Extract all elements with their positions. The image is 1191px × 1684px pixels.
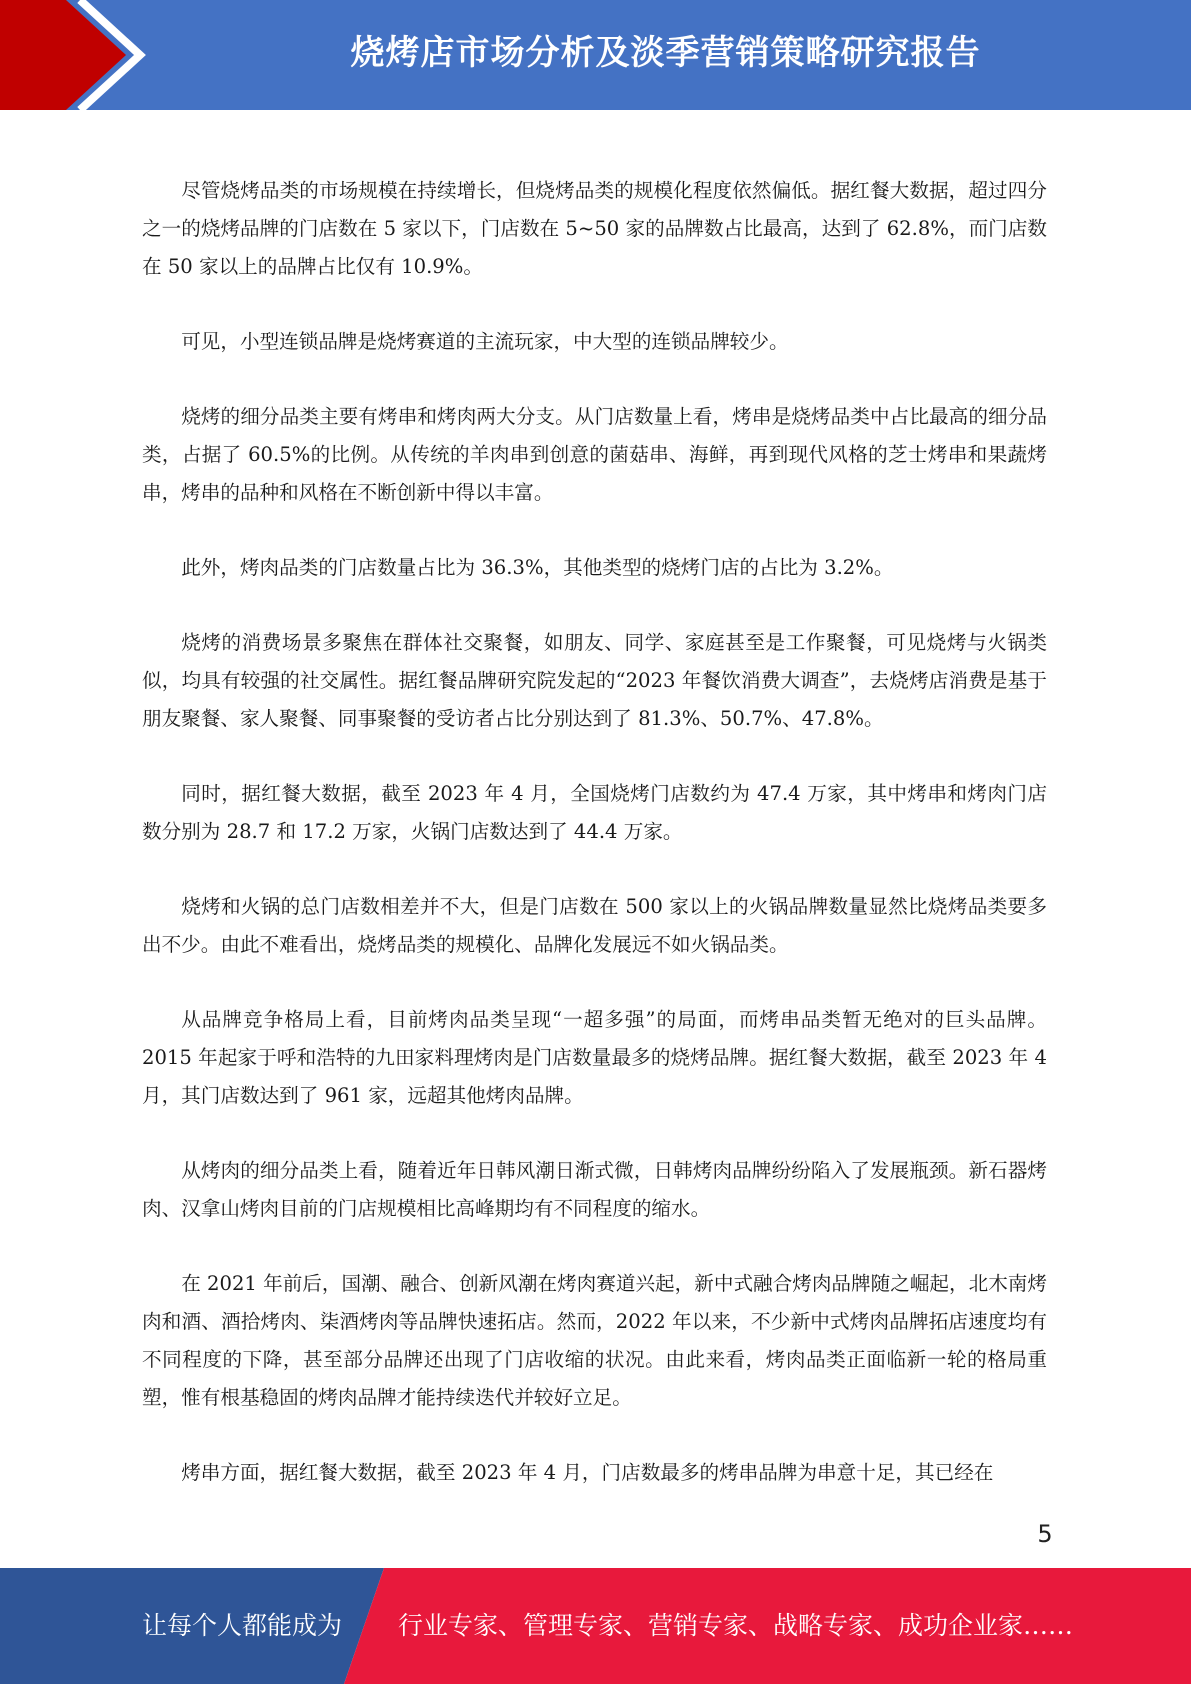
page-number: 5 [1037,1520,1053,1548]
paragraph: 烧烤的细分品类主要有烤串和烤肉两大分支。从门店数量上看，烤串是烧烤品类中占比最高的细分品类，占据了 60.5%的比例。从传统的羊肉串到创意的菌菇串、海鲜，再到现代风格的芝士烤串和果蔬烤串，烤串的品种和风格在不断创新中得以丰富。 [142,405,1047,504]
report-body [142,172,1047,1529]
paragraph: 烤串方面，据红餐大数据，截至 2023 年 4 月，门店数最多的烤串品牌为串意十足，其已经在 [181,1461,994,1484]
footer-band [0,1568,1191,1684]
footer-slogan-left: 让每个人都能成为 [142,1611,343,1640]
paragraph: 从品牌竞争格局上看，目前烤肉品类呈现“一超多强”的局面，而烤串品类暂无绝对的巨头品牌。2015 年起家于呼和浩特的九田家料理烤肉是门店数量最多的烧烤品牌。据红餐大数据，截至 2023 年 4 月，其门店数达到了 961 家，远超其他烤肉品牌。 [142,1008,1047,1107]
report-title: 烧烤店市场分析及淡季营销策略研究报告 [350,33,981,73]
footer-slogan-right: 行业专家、管理专家、营销专家、战略专家、成功企业家…… [398,1611,1074,1640]
paragraph: 尽管烧烤品类的市场规模在持续增长，但烧烤品类的规模化程度依然偏低。据红餐大数据，超过四分之一的烧烤品牌的门店数在 5 家以下，门店数在 5~50 家的品牌数占比最高，达到了 62.8%，而门店数在 50 家以上的品牌占比仅有 10.9%。 [142,179,1047,278]
paragraph: 在 2021 年前后，国潮、融合、创新风潮在烤肉赛道兴起，新中式融合烤肉品牌随之崛起，北木南烤肉和酒、酒拾烤肉、柒酒烤肉等品牌快速拓店。然而，2022 年以来，不少新中式烤肉品牌拓店速度均有不同程度的下降，甚至部分品牌还出现了门店收缩的状况。由此来看，烤肉品类正面临新一轮的格局重塑，惟有根基稳固的烤肉品牌才能持续迭代并较好立足。 [142,1272,1047,1409]
paragraph: 烧烤和火锅的总门店数相差并不大，但是门店数在 500 家以上的火锅品牌数量显然比烧烤品类要多出不少。由此不难看出，烧烤品类的规模化、品牌化发展远不如火锅品类。 [142,895,1047,956]
paragraph: 同时，据红餐大数据，截至 2023 年 4 月，全国烧烤门店数约为 47.4 万家，其中烤串和烤肉门店数分别为 28.7 和 17.2 万家，火锅门店数达到了 44.4 万家。 [142,782,1047,843]
paragraph: 从烤肉的细分品类上看，随着近年日韩风潮日渐式微，日韩烤肉品牌纷纷陷入了发展瓶颈。新石器烤肉、汉拿山烤肉目前的门店规模相比高峰期均有不同程度的缩水。 [142,1159,1047,1220]
red-chevron-icon [0,0,160,110]
paragraph: 可见，小型连锁品牌是烧烤赛道的主流玩家，中大型的连锁品牌较少。 [181,330,789,353]
paragraph: 此外，烤肉品类的门店数量占比为 36.3%，其他类型的烧烤门店的占比为 3.2%。 [181,556,894,579]
header-band [0,0,1191,110]
paragraph: 烧烤的消费场景多聚焦在群体社交聚餐，如朋友、同学、家庭甚至是工作聚餐，可见烧烤与火锅类似，均具有较强的社交属性。据红餐品牌研究院发起的“2023 年餐饮消费大调查”，去烧烤店消费是基于朋友聚餐、家人聚餐、同事聚餐的受访者占比分别达到了 81.3%、50.7%、47.8%。 [142,631,1047,730]
